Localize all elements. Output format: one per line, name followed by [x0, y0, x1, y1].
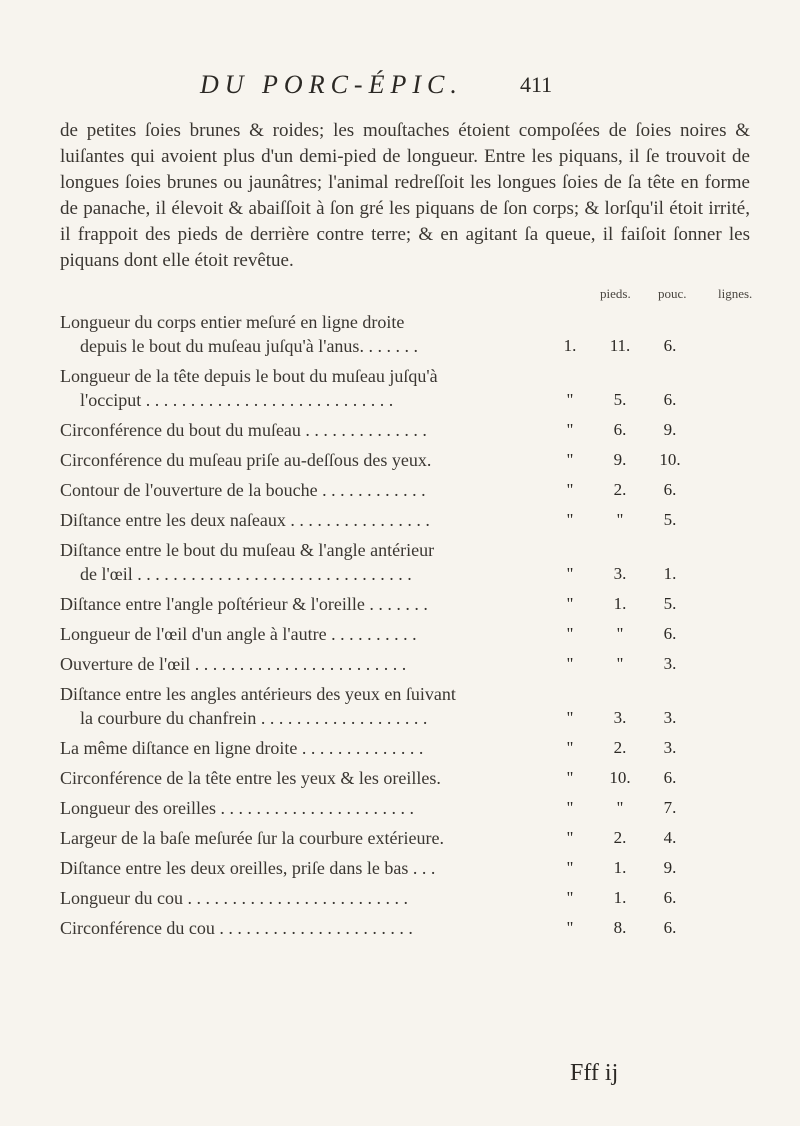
table-row [60, 592, 760, 616]
table-row [60, 916, 760, 940]
table-row [60, 682, 760, 730]
value-pouc: 2. [613, 738, 627, 757]
row-values [540, 916, 740, 940]
value-lignes: 5. [663, 594, 677, 613]
row-values [540, 592, 740, 616]
row-values [540, 508, 740, 532]
value-pouc: 3. [613, 708, 627, 727]
value-pieds: " [566, 594, 574, 613]
table-row [60, 826, 760, 850]
row-values [540, 448, 740, 472]
row-label: Circonférence du cou . . . . . . . . . . . . . . . . . . . . . . [60, 918, 413, 938]
row-label: Circonférence du muſeau priſe au-deſſous des yeux. [60, 450, 432, 470]
value-pieds: " [566, 480, 574, 499]
intro-text: de petites ſoies brunes & roides; les mouſtaches étoient compoſées de ſoies noires & luiſantes qui avoient plus d'un demi-pied de longueur. Entre les piquans, il ſe trouvoit de longues ſoies brunes ou jaunâtres; l'animal redreſſoit les longues ſoies de ſa tête en forme de panache, il élevoit & abaiſſoit à ſon gré les piquans de ſon corps; & lorſqu'il étoit irrité, il frappoit des pieds de derrière contre terre; & en agitant ſa queue, il faiſoit ſonner les piquans dont elle étoit revêtue. [60, 120, 750, 271]
row-label: Diſtance entre l'angle poſtérieur & l'oreille . . . . . . . [60, 594, 428, 614]
value-pieds: " [566, 858, 574, 877]
row-values [540, 478, 740, 502]
table-row [60, 538, 760, 586]
row-values [540, 652, 740, 676]
value-lignes: 6. [663, 336, 677, 355]
value-lignes: 6. [663, 624, 677, 643]
row-label: Longueur des oreilles . . . . . . . . . . . . . . . . . . . . . . [60, 798, 414, 818]
value-lignes: 3. [663, 738, 677, 757]
value-pouc: 10. [609, 768, 631, 787]
row-values [540, 766, 740, 790]
value-lignes: 6. [663, 888, 677, 907]
table-row [60, 418, 760, 442]
table-row [60, 622, 760, 646]
row-label-continuation: la courbure du chanfrein . . . . . . . . . . . . . . . . . . . [80, 708, 428, 728]
table-row [60, 652, 760, 676]
row-values [540, 334, 740, 358]
value-pieds: " [566, 420, 574, 439]
table-row [60, 886, 760, 910]
row-label: Longueur de l'œil d'un angle à l'autre . . . . . . . . . . [60, 624, 417, 644]
value-pieds: " [566, 888, 574, 907]
col-head-pieds: pieds. [600, 286, 631, 301]
value-pieds: " [566, 654, 574, 673]
table-row [60, 364, 760, 412]
table-row [60, 508, 760, 532]
value-pieds: 1. [563, 336, 577, 355]
value-pieds: " [566, 768, 574, 787]
table-row [60, 796, 760, 820]
row-label: Longueur du corps entier meſuré en ligne droite [60, 312, 405, 332]
row-label-continuation: l'occiput . . . . . . . . . . . . . . . . . . . . . . . . . . . . [80, 390, 394, 410]
row-label: Ouverture de l'œil . . . . . . . . . . . . . . . . . . . . . . . . [60, 654, 407, 674]
value-lignes: 6. [663, 918, 677, 937]
value-pouc: " [616, 798, 624, 817]
row-values [540, 826, 740, 850]
value-pouc: 2. [613, 480, 627, 499]
value-pouc: 3. [613, 564, 627, 583]
measurement-table [60, 310, 760, 946]
value-lignes: 9. [663, 858, 677, 877]
value-pieds: " [566, 798, 574, 817]
value-pieds: " [566, 738, 574, 757]
row-values [540, 886, 740, 910]
table-row [60, 310, 760, 358]
row-values [540, 706, 740, 730]
value-lignes: 4. [663, 828, 677, 847]
value-lignes: 9. [663, 420, 677, 439]
value-pieds: " [566, 828, 574, 847]
value-pouc: 1. [613, 594, 627, 613]
row-label-continuation: de l'œil . . . . . . . . . . . . . . . . . . . . . . . . . . . . . . . [80, 564, 412, 584]
column-headers [600, 286, 800, 310]
value-lignes: 6. [663, 480, 677, 499]
value-lignes: 3. [663, 654, 677, 673]
value-pieds: " [566, 390, 574, 409]
row-values [540, 562, 740, 586]
row-label-continuation: depuis le bout du muſeau juſqu'à l'anus. . . . . . . [80, 336, 418, 356]
table-row [60, 736, 760, 760]
row-label: Contour de l'ouverture de la bouche . . . . . . . . . . . . [60, 480, 426, 500]
value-pieds: " [566, 708, 574, 727]
value-lignes: 7. [663, 798, 677, 817]
value-pouc: 11. [609, 336, 631, 355]
value-lignes: 10. [659, 450, 681, 469]
value-lignes: 6. [663, 768, 677, 787]
value-pieds: " [566, 564, 574, 583]
row-label: Diſtance entre les angles antérieurs des yeux en ſuivant [60, 684, 456, 704]
table-row [60, 856, 760, 880]
row-label: Largeur de la baſe meſurée ſur la courbure extérieure. [60, 828, 444, 848]
table-row [60, 478, 760, 502]
value-lignes: 1. [663, 564, 677, 583]
value-pouc: 9. [613, 450, 627, 469]
value-lignes: 3. [663, 708, 677, 727]
row-values [540, 856, 740, 880]
value-pouc: 1. [613, 858, 627, 877]
row-label: Longueur de la tête depuis le bout du muſeau juſqu'à [60, 366, 438, 386]
row-label: Diſtance entre les deux naſeaux . . . . . . . . . . . . . . . . [60, 510, 430, 530]
row-label: Longueur du cou . . . . . . . . . . . . . . . . . . . . . . . . . [60, 888, 408, 908]
table-row [60, 766, 760, 790]
row-values [540, 796, 740, 820]
value-pouc: 8. [613, 918, 627, 937]
value-lignes: 6. [663, 390, 677, 409]
value-pouc: " [616, 510, 624, 529]
row-values [540, 388, 740, 412]
value-pouc: " [616, 654, 624, 673]
row-label: Diſtance entre le bout du muſeau & l'angle antérieur [60, 540, 435, 560]
value-pieds: " [566, 624, 574, 643]
row-label: La même diſtance en ligne droite . . . . . . . . . . . . . . [60, 738, 424, 758]
value-pieds: " [566, 918, 574, 937]
row-values [540, 418, 740, 442]
table-row [60, 448, 760, 472]
row-label: Diſtance entre les deux oreilles, priſe dans le bas . . . [60, 858, 436, 878]
intro-paragraph [60, 118, 750, 274]
value-pouc: 6. [613, 420, 627, 439]
col-head-lignes: lignes. [718, 286, 753, 301]
row-values [540, 736, 740, 760]
row-label: Circonférence du bout du muſeau . . . . . . . . . . . . . . [60, 420, 427, 440]
value-pouc: 5. [613, 390, 627, 409]
col-head-pouc: pouc. [658, 286, 687, 301]
value-pieds: " [566, 450, 574, 469]
row-values [540, 622, 740, 646]
page-number: 411 [520, 72, 553, 97]
value-pouc: 1. [613, 888, 627, 907]
value-lignes: 5. [663, 510, 677, 529]
row-label: Circonférence de la tête entre les yeux & les oreilles. [60, 768, 441, 788]
signature-mark: Fff ij [570, 1060, 619, 1086]
value-pieds: " [566, 510, 574, 529]
value-pouc: " [616, 624, 624, 643]
running-head: DU PORC-ÉPIC. [200, 70, 463, 99]
value-pouc: 2. [613, 828, 627, 847]
